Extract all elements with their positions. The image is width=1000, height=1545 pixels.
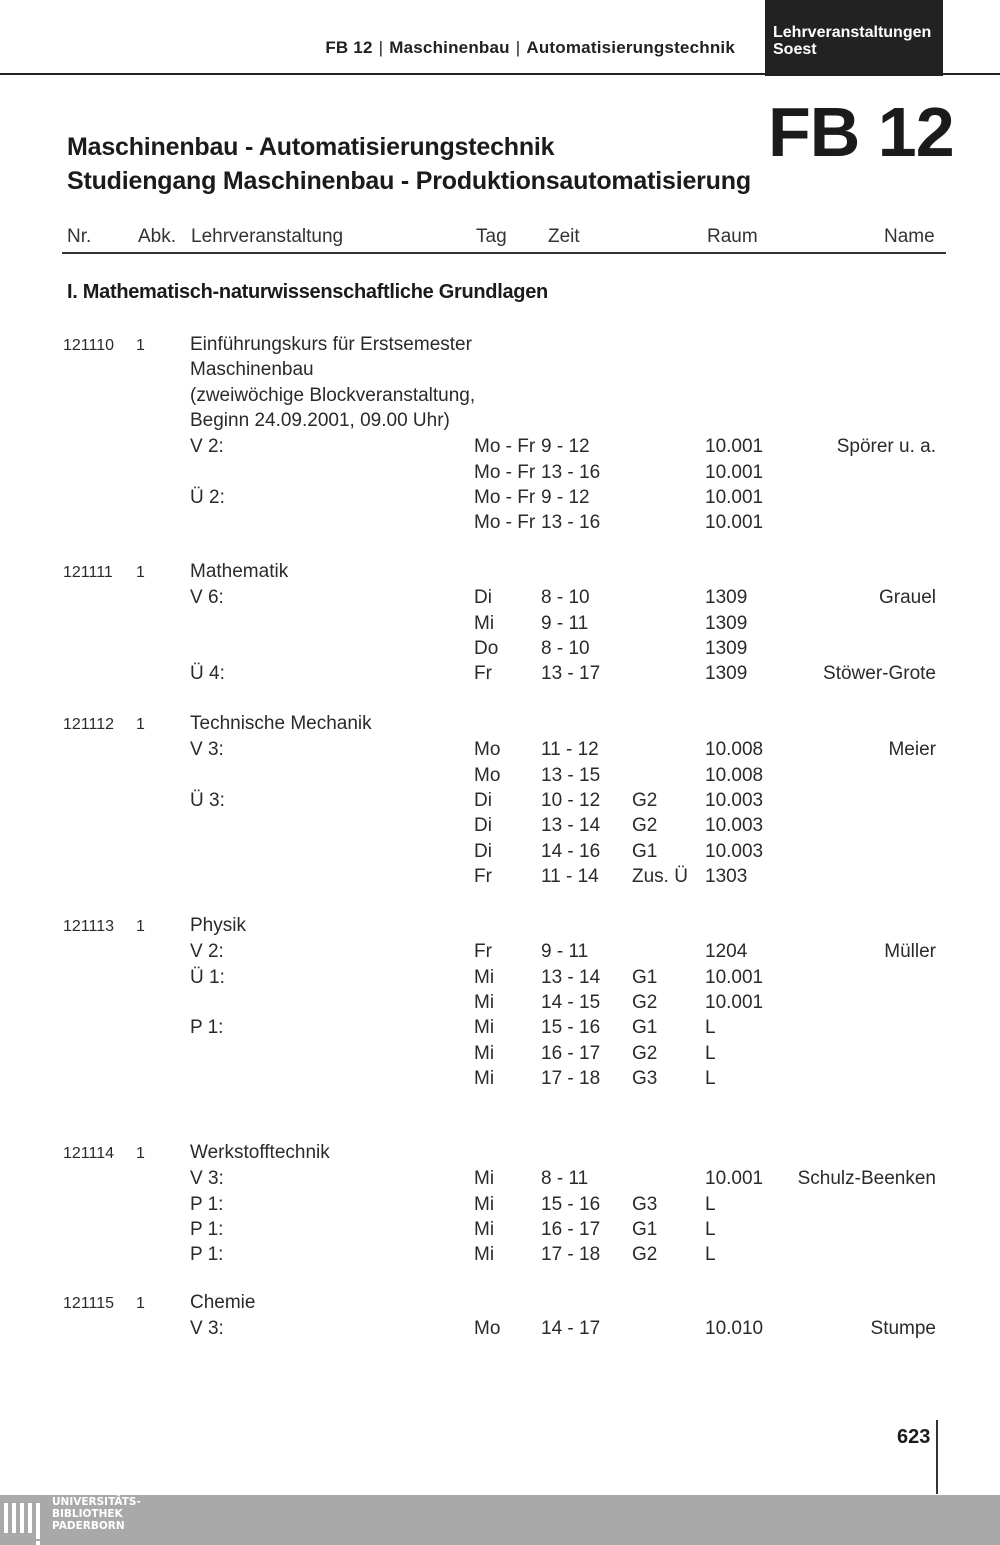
session-time: 16 - 17	[541, 1218, 601, 1240]
session-room: 10.001	[705, 1168, 764, 1190]
session-group: G1	[632, 1218, 658, 1240]
course-title-line: Werkstofftechnik	[190, 1142, 330, 1163]
session-day: Mi	[474, 612, 495, 634]
session-room: L	[705, 1244, 716, 1266]
session-time: 9 - 12	[541, 436, 590, 458]
course-abbreviation: 1	[136, 564, 145, 581]
course-abbreviation: 1	[136, 918, 145, 935]
session-day: Mo	[474, 1318, 501, 1340]
session-day: Fr	[474, 865, 492, 887]
session-type: P 1:	[190, 1017, 224, 1039]
session-room: 10.008	[705, 739, 764, 761]
session-group: G3	[632, 1193, 658, 1215]
running-header	[325, 38, 735, 58]
course-number: 121111	[63, 564, 113, 581]
library-name-line: BIBLIOTHEK	[52, 1508, 123, 1520]
session-day: Mo - Fr	[474, 512, 536, 534]
header-box	[765, 0, 943, 76]
session-time: 13 - 16	[541, 461, 601, 483]
session-room: 10.001	[705, 461, 764, 483]
course-abbreviation: 1	[136, 1145, 145, 1162]
course-number: 121112	[63, 716, 115, 733]
session-group: G2	[632, 1244, 658, 1266]
session-type: V 6:	[190, 587, 224, 609]
course-number: 121113	[63, 918, 115, 935]
session-time: 17 - 18	[541, 1244, 601, 1266]
session-day: Mi	[474, 1244, 495, 1266]
session-group: G2	[632, 789, 658, 811]
session-type: P 1:	[190, 1193, 224, 1215]
session-time: 17 - 18	[541, 1067, 601, 1089]
session-group: Zus. Ü	[632, 865, 688, 887]
session-day: Di	[474, 789, 492, 811]
course-title-line: Technische Mechanik	[190, 713, 372, 734]
session-room: 10.003	[705, 815, 764, 837]
session-day: Di	[474, 840, 492, 862]
session-time: 13 - 16	[541, 512, 601, 534]
course-number: 121115	[63, 1295, 115, 1312]
breadcrumb-fb: FB 12	[325, 38, 373, 57]
session-room: L	[705, 1017, 716, 1039]
session-day: Mi	[474, 966, 495, 988]
session-room: 1309	[705, 637, 748, 659]
breadcrumb-separator: |	[515, 38, 521, 57]
course-title-line: Maschinenbau	[190, 359, 314, 381]
session-room: 10.001	[705, 436, 764, 458]
session-time: 8 - 10	[541, 637, 590, 659]
session-time: 13 - 14	[541, 966, 601, 988]
session-type: Ü 4:	[190, 663, 225, 685]
session-time: 9 - 11	[541, 612, 589, 634]
page-subtitle: Studiengang Maschinenbau - Produktionsautomatisierung	[67, 167, 751, 195]
column-header-raum: Raum	[707, 226, 758, 247]
session-type: P 1:	[190, 1244, 224, 1266]
session-type: V 3:	[190, 739, 224, 761]
session-day: Mo - Fr	[474, 486, 536, 508]
column-header-zeit: Zeit	[548, 226, 580, 247]
session-room: 10.001	[705, 512, 764, 534]
session-day: Mi	[474, 1168, 495, 1190]
lecturer-name: Spörer u. a.	[836, 436, 936, 458]
library-name-line: UNIVERSITÄTS-	[52, 1496, 141, 1508]
session-time: 8 - 10	[541, 587, 590, 609]
library-name	[52, 1496, 141, 1532]
session-day: Mo - Fr	[474, 436, 536, 458]
session-day: Di	[474, 587, 492, 609]
lecturer-name: Grauel	[878, 587, 936, 609]
session-group: G2	[632, 815, 658, 837]
session-room: L	[705, 1218, 716, 1240]
column-header-abk: Abk.	[138, 226, 177, 247]
session-day: Mi	[474, 991, 495, 1013]
session-time: 13 - 17	[541, 663, 601, 685]
page-number-rule	[936, 1420, 938, 1494]
breadcrumb-subject: Automatisierungstechnik	[526, 38, 735, 57]
lecturer-name: Meier	[888, 739, 936, 761]
session-day: Mi	[474, 1193, 495, 1215]
session-room: 10.003	[705, 789, 764, 811]
course-abbreviation: 1	[136, 337, 145, 354]
course-title-line: Chemie	[190, 1292, 256, 1313]
course-title-line: Mathematik	[190, 561, 289, 582]
session-type: Ü 3:	[190, 789, 225, 811]
session-group: G2	[632, 1042, 658, 1064]
session-room: 1303	[705, 865, 748, 887]
session-room: 1309	[705, 612, 748, 634]
session-time: 13 - 15	[541, 764, 601, 786]
course-title-line: (zweiwöchige Blockveranstaltung,	[190, 384, 476, 406]
section-heading: I. Mathematisch-naturwissenschaftliche Grundlagen	[67, 281, 548, 303]
session-day: Mo	[474, 739, 501, 761]
session-type: V 3:	[190, 1318, 224, 1340]
session-time: 9 - 12	[541, 486, 590, 508]
session-time: 13 - 14	[541, 815, 601, 837]
session-day: Mi	[474, 1042, 495, 1064]
session-group: G1	[632, 966, 658, 988]
session-room: 10.001	[705, 966, 764, 988]
lecturer-name: Stumpe	[870, 1318, 936, 1340]
session-group: G1	[632, 1017, 658, 1039]
session-time: 9 - 11	[541, 941, 589, 963]
header-box-line1: Lehrveranstaltungen	[773, 24, 932, 41]
session-room: 1204	[705, 941, 748, 963]
session-day: Mi	[474, 1218, 495, 1240]
library-logo-icon	[4, 1501, 48, 1545]
session-type: Ü 2:	[190, 486, 225, 508]
header-divider	[62, 252, 946, 254]
library-footer	[0, 1495, 1000, 1545]
session-room: 1309	[705, 663, 748, 685]
session-time: 14 - 15	[541, 991, 601, 1013]
session-day: Mi	[474, 1017, 495, 1039]
page-title: Maschinenbau - Automatisierungstechnik	[67, 133, 555, 161]
lecturer-name: Schulz-Beenken	[797, 1168, 936, 1190]
session-type: Ü 1:	[190, 966, 225, 988]
session-group: G1	[632, 840, 658, 862]
session-time: 10 - 12	[541, 789, 601, 811]
session-type: V 3:	[190, 1168, 224, 1190]
session-room: 10.010	[705, 1318, 764, 1340]
breadcrumb-dept: Maschinenbau	[389, 38, 510, 57]
lecturer-name: Müller	[884, 941, 936, 963]
course-number: 121114	[63, 1145, 115, 1162]
session-room: 10.001	[705, 486, 764, 508]
session-day: Mi	[474, 1067, 495, 1089]
course-abbreviation: 1	[136, 716, 145, 733]
header-rule	[0, 73, 1000, 75]
column-header-lehrveranstaltung: Lehrveranstaltung	[191, 226, 344, 247]
session-time: 11 - 14	[541, 865, 599, 887]
session-room: L	[705, 1042, 716, 1064]
library-name-line: PADERBORN	[52, 1520, 125, 1532]
session-day: Fr	[474, 663, 492, 685]
session-room: 10.008	[705, 764, 764, 786]
session-time: 8 - 11	[541, 1168, 589, 1190]
course-number: 121110	[63, 337, 115, 354]
session-room: 10.001	[705, 991, 764, 1013]
session-day: Do	[474, 637, 499, 659]
column-header-name: Name	[884, 226, 935, 247]
course-abbreviation: 1	[136, 1295, 145, 1312]
session-room: 10.003	[705, 840, 764, 862]
header-box-line2: Soest	[773, 41, 817, 58]
session-room: 1309	[705, 587, 748, 609]
session-group: G2	[632, 991, 658, 1013]
session-type: V 2:	[190, 436, 224, 458]
department-label: FB 12	[768, 93, 954, 171]
course-title-line: Beginn 24.09.2001, 09.00 Uhr)	[190, 409, 450, 431]
session-room: L	[705, 1193, 716, 1215]
column-header-tag: Tag	[476, 226, 507, 247]
course-title-line: Physik	[190, 915, 246, 936]
page-number: 623	[897, 1426, 931, 1448]
session-day: Di	[474, 815, 492, 837]
lecturer-name: Stöwer-Grote	[823, 663, 936, 685]
session-room: L	[705, 1067, 716, 1089]
breadcrumb-separator: |	[378, 38, 384, 57]
column-header-nr: Nr.	[67, 226, 92, 247]
session-time: 15 - 16	[541, 1017, 601, 1039]
session-type: V 2:	[190, 941, 224, 963]
course-title-line: Einführungskurs für Erstsemester	[190, 334, 472, 355]
session-group: G3	[632, 1067, 658, 1089]
session-time: 15 - 16	[541, 1193, 601, 1215]
session-time: 16 - 17	[541, 1042, 601, 1064]
session-type: P 1:	[190, 1218, 224, 1240]
session-time: 14 - 17	[541, 1318, 601, 1340]
session-day: Mo - Fr	[474, 461, 536, 483]
session-day: Fr	[474, 941, 492, 963]
session-time: 11 - 12	[541, 739, 599, 761]
session-time: 14 - 16	[541, 840, 601, 862]
session-day: Mo	[474, 764, 501, 786]
